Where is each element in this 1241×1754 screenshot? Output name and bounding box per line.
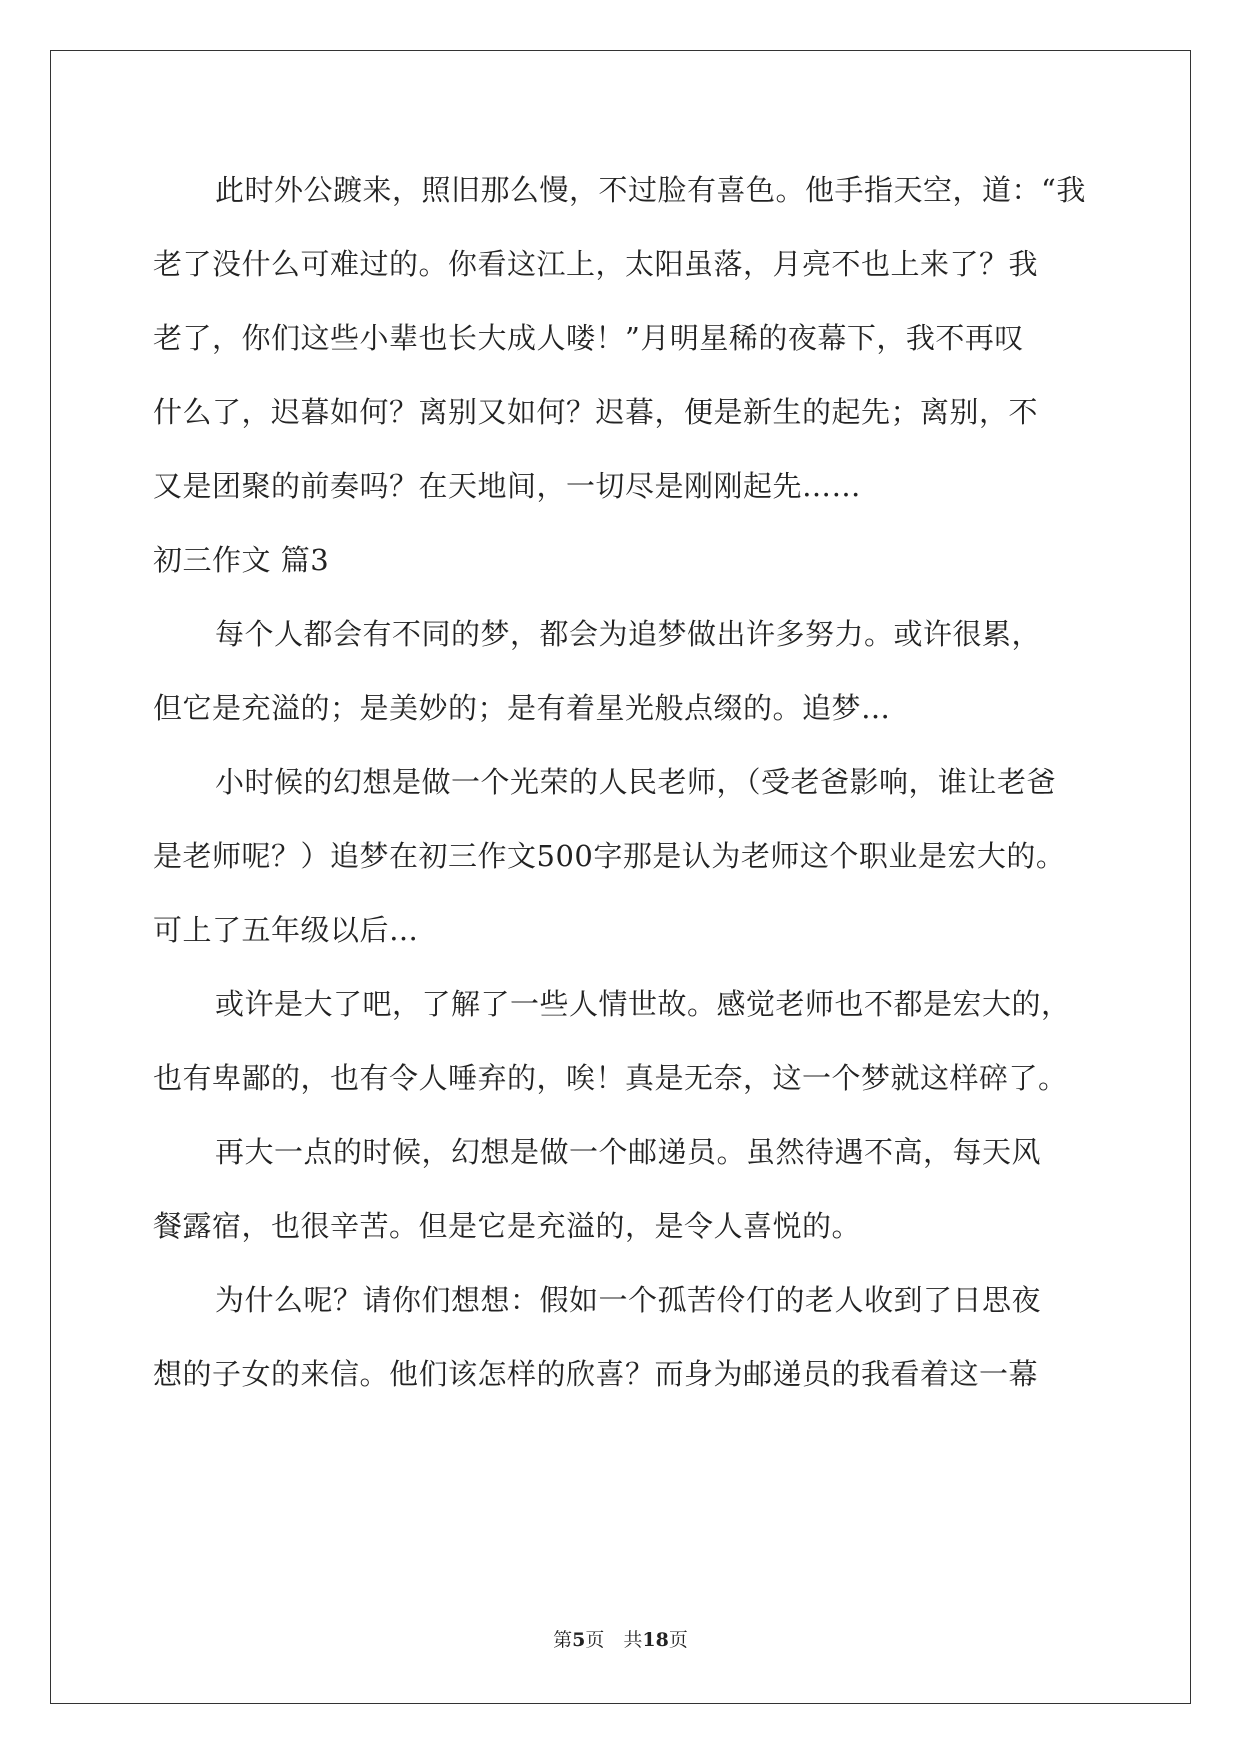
text-line: 老了，你们这些小辈也长大成人喽！”月明星稀的夜幕下，我不再叹 (153, 321, 1024, 355)
text-line: 是老师呢？）追梦在初三作文500字那是认为老师这个职业是宏大的。 (153, 839, 1066, 873)
text-line: 或许是大了吧，了解了一些人情世故。感觉老师也不都是宏大的， (215, 987, 1071, 1021)
text-line: 也有卑鄙的，也有令人唾弃的，唉！真是无奈，这一个梦就这样碎了。 (153, 1061, 1068, 1095)
footer-prefix: 第 (553, 1629, 573, 1651)
text-line: 老了没什么可难过的。你看这江上，太阳虽落，月亮不也上来了？我 (153, 247, 1039, 281)
page-footer (0, 1628, 1241, 1652)
footer-middle: 页 共 (585, 1629, 643, 1651)
text-line: 想的子女的来信。他们该怎样的欣喜？而身为邮递员的我看着这一幕 (153, 1357, 1039, 1391)
text-line: 但它是充溢的；是美妙的；是有着星光般点缀的。追梦… (153, 691, 891, 725)
text-line: 小时候的幻想是做一个光荣的人民老师，（受老爸影响，谁让老爸 (215, 765, 1057, 799)
text-line: 餐露宿，也很辛苦。但是它是充溢的，是令人喜悦的。 (153, 1209, 862, 1243)
current-page-number: 5 (572, 1629, 586, 1651)
text-line: 每个人都会有不同的梦，都会为追梦做出许多努力。或许很累， (215, 617, 1042, 651)
page-frame (50, 50, 1191, 1704)
text-line: 可上了五年级以后… (153, 913, 419, 947)
text-line: 为什么呢？请你们想想：假如一个孤苦伶仃的老人收到了日思夜 (215, 1283, 1042, 1317)
text-line: 此时外公踱来，照旧那么慢，不过脸有喜色。他手指天空，道：“我 (215, 173, 1086, 207)
text-line: 什么了，迟暮如何？离别又如何？迟暮，便是新生的起先；离别，不 (153, 395, 1039, 429)
text-line: 又是团聚的前奏吗？在天地间，一切尽是刚刚起先…… (153, 469, 862, 503)
text-line: 再大一点的时候，幻想是做一个邮递员。虽然待遇不高，每天风 (215, 1135, 1042, 1169)
section-heading: 初三作文 篇3 (153, 543, 330, 577)
total-page-count: 18 (642, 1629, 669, 1651)
footer-suffix: 页 (668, 1629, 688, 1651)
